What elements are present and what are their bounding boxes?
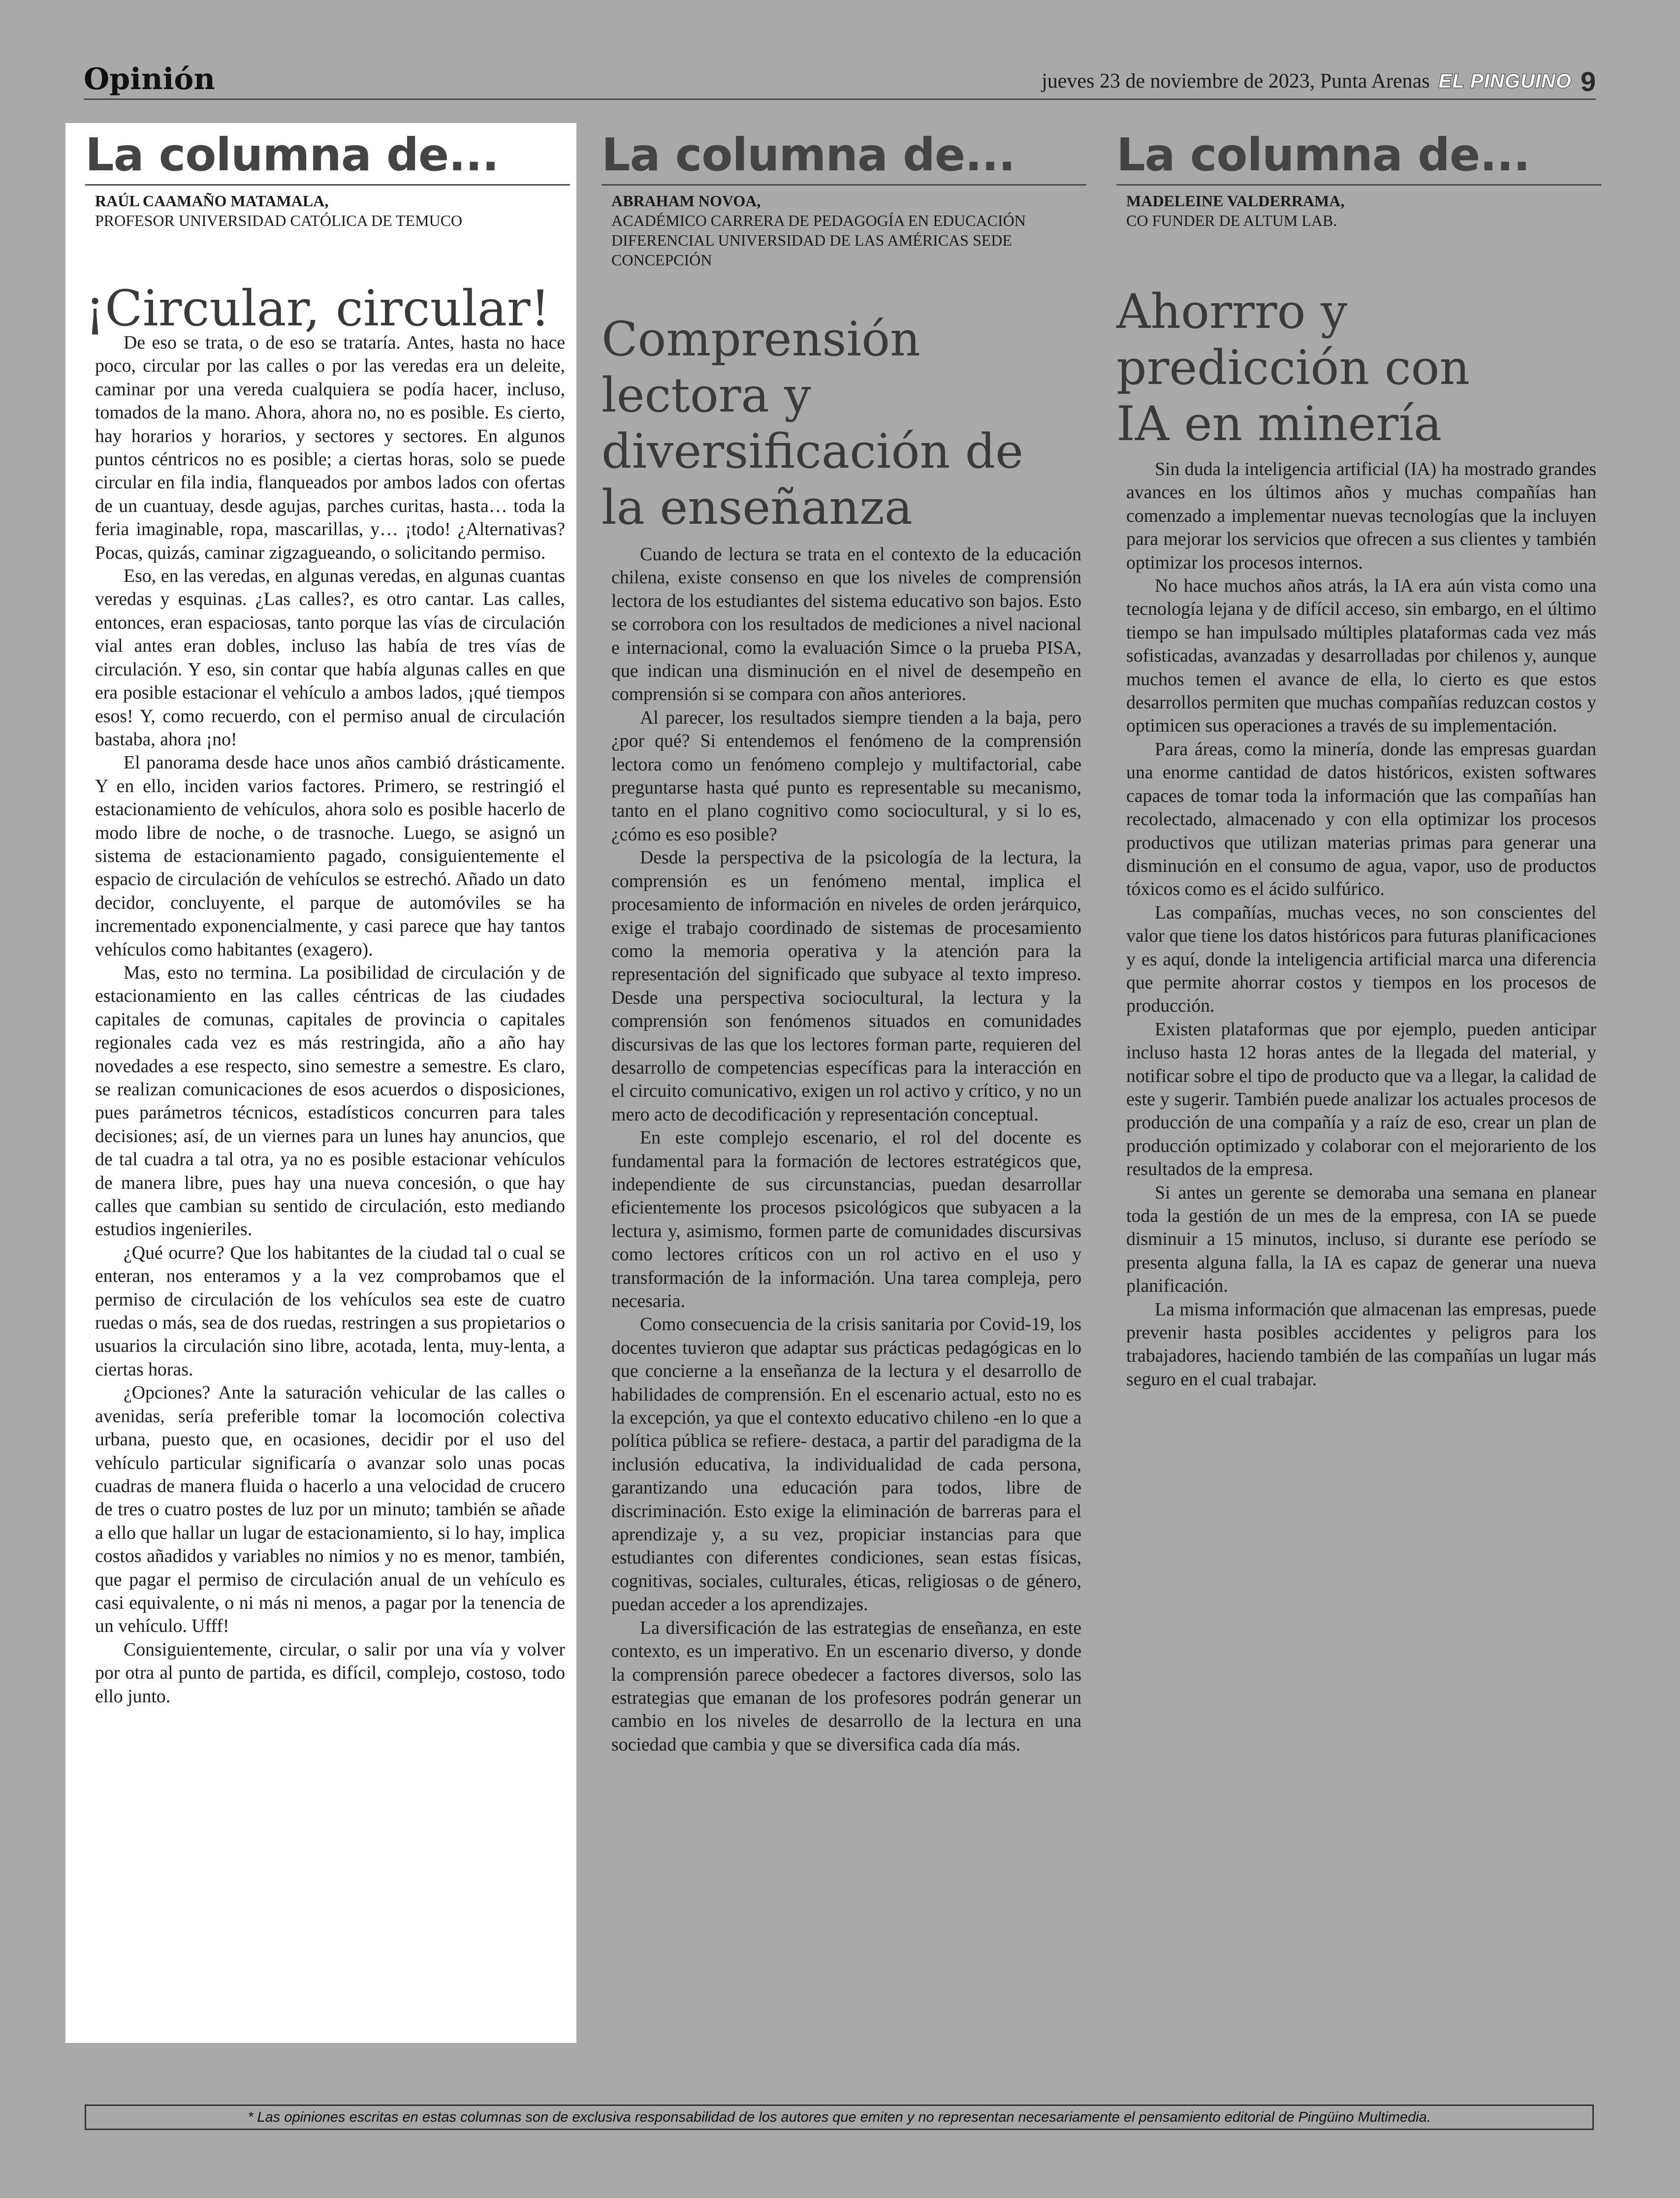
paragraph: ¿Opciones? Ante la saturación vehicular de las calles o avenidas, sería preferible tomar la locomoción colectiva urbana, puesto que, en ocasiones, decidir por el uso del vehículo particular significaría o avanzar solo unas pocas cuadras de manera fluida o hacerlo a una velocidad de crucero de tres o cuatro postes de luz por un minuto; también se añade a ello que hallar un lugar de estacionamiento, si lo hay, implica costos añadidos y variables no nimios y no es menor, también, que pagar el permiso de circulación anual de un vehículo es casi equivalente, o ni más ni menos, a pagar por la tenencia de un vehículo. Ufff! bbox=[95, 1382, 565, 1637]
paragraph: Al parecer, los resultados siempre tienden a la baja, pero ¿por qué? Si entendemos el fenómeno de la comprensión lectora como un fenómeno complejo y multifactorial, cabe preguntarse hasta qué punto es representable su mecanismo, tanto en el plano cognitivo como sociocultural, y si lo es, ¿cómo es eso posible? bbox=[611, 707, 1081, 845]
paragraph: El panorama desde hace unos años cambió drásticamente. Y en ello, inciden varios factores. Primero, se restringió el estacionamiento de vehículos, ahora solo es posible hacerlo de modo libre de noche, o de trasnoche. Luego, se asignó un sistema de estacionamiento pagado, consiguientemente el espacio de circulación de vehículos se estrechó. Añado un dato decidor, concluyente, el parque de automóviles se ha incrementado exponencialmente, y casi parece que hay tantos vehículos como habitantes (exagero). bbox=[95, 752, 565, 960]
author-byline bbox=[611, 191, 1079, 270]
article-headline bbox=[602, 311, 1084, 536]
author-role-line: CONCEPCIÓN bbox=[611, 251, 712, 269]
section-title: Opinión bbox=[84, 62, 216, 96]
article-body bbox=[95, 331, 565, 1708]
author-role-line: PROFESOR UNIVERSIDAD CATÓLICA DE TEMUCO bbox=[95, 212, 463, 229]
issue-date: jueves 23 de noviembre de 2023, Punta Arenas bbox=[1042, 70, 1430, 93]
headline-line: ¡Circular, circular! bbox=[85, 280, 550, 337]
author-role-line: ACADÉMICO CARRERA DE PEDAGOGÍA EN EDUCACIÓN bbox=[611, 212, 1026, 229]
column-rule bbox=[85, 184, 570, 186]
paragraph: Para áreas, como la minería, donde las empresas guardan una enorme cantidad de datos históricos, existen softwares capaces de tomar toda la información que las compañías han recolectado, almacenado y con ella optimizar los procesos productivos que utilizan materias primas para generar una disminución en el consumo de agua, vapor, uso de productos tóxicos como es el ácido sulfúrico. bbox=[1126, 738, 1596, 900]
paragraph: Consiguientemente, circular, o salir por una vía y volver por otra al punto de partida, es difícil, complejo, costoso, todo ello junto. bbox=[95, 1639, 565, 1707]
page-header bbox=[84, 60, 1596, 100]
column-label: La columna de... bbox=[85, 128, 499, 181]
author-name: RAÚL CAAMAÑO MATAMALA, bbox=[95, 192, 329, 210]
author-byline bbox=[95, 191, 563, 230]
author-role-line: DIFERENCIAL UNIVERSIDAD DE LAS AMÉRICAS SEDE bbox=[611, 231, 1012, 249]
paragraph: No hace muchos años atrás, la IA era aún vista como una tecnología lejana y de difícil acceso, sin embargo, en el último tiempo se han impulsado múltiples plataformas cada vez más sofisticadas, avanzadas y desarrolladas por chilenos y, aunque muchos temen el avance de ella, lo cierto es que estos desarrollos permiten que muchas compañías reduzcan costos y optimicen sus operaciones a través de su implementación. bbox=[1126, 575, 1596, 736]
paragraph: Mas, esto no termina. La posibilidad de circulación y de estacionamiento en las calles céntricas de las ciudades capitales de comunas, capitales de provincia o capitales regionales cada vez es más restringida, año a año hay novedades a ese respecto, sino semestre a semestre. Es claro, se realizan comunicaciones de esos acuerdos o disposiciones, pues parámetros técnicos, estadísticos concurren para tales decisiones; así, de un viernes para un lunes hay anuncios, que de tal cuadra a tal otra, ya no es posible estacionar vehículos de manera libre, pues hay una nueva concesión, o que hay calles que cambian su sentido de circulación, esto mediando estudios ingenieriles. bbox=[95, 962, 565, 1240]
article-body bbox=[1126, 458, 1596, 1391]
paragraph: De eso se trata, o de eso se trataría. Antes, hasta no hace poco, circular por las calles o por las veredas era un deleite, caminar por una vereda cualquiera se podía hacer, incluso, tomados de la mano. Ahora, ahora no, no es posible. Es cierto, hay horarios y horarios, y sectores y sectores. En algunos puntos céntricos no es posible; a ciertas horas, solo se puede circular en fila india, flanqueados por ambos lados con ofertas de un cuantuay, desde agujas, parches curitas, hasta… toda la feria imaginable, ropa, mascarillas, y… ¡todo! ¿Alternativas? Pocas, quizás, caminar zigzagueando, o solicitando permiso. bbox=[95, 332, 565, 563]
paragraph: Desde la perspectiva de la psicología de la lectura, la comprensión es un fenómeno mental, implica el procesamiento de información en niveles de orden jerárquico, exige el trabajo coordinado de sistemas de procesamiento como la memoria operativa y la atención para la representación del significado que subyace al texto impreso. Desde una perspectiva sociocultural, la lectura y la comprensión son fenómenos situados en comunidades discursivas de las que los lectores forman parte, requieren del desarrollo de competencias específicas para la interacción en el circuito comunicativo, exigen un rol activo y crítico, y no un mero acto de decodificación y representación conceptual. bbox=[611, 847, 1081, 1125]
headline-line: Comprensión bbox=[602, 312, 920, 367]
author-role bbox=[611, 211, 1079, 270]
headline-line: Ahorrro y bbox=[1116, 284, 1348, 340]
disclaimer-text: * Las opiniones escritas en estas columnas son de exclusiva responsabilidad de los autores que emiten y no representan necesariamente el pensamiento editorial de Pingüino Multimedia. bbox=[248, 2109, 1431, 2125]
paragraph: Si antes un gerente se demoraba una semana en planear toda la gestión de un mes de la empresa, con IA se puede disminuir a 15 minutos, incluso, si durante ese período se presenta alguna falla, la IA es capaz de generar una nueva planificación. bbox=[1126, 1182, 1596, 1297]
article-headline bbox=[1116, 284, 1599, 452]
paragraph: Existen plataformas que por ejemplo, pueden anticipar incluso hasta 12 horas antes de la llegada del material, y notificar sobre el tipo de producto que va a llegar, la calidad de este y sugerir. También puede analizar los actuales procesos de producción de una compañía y a raíz de eso, crear un plan de producción optimizado y colaborar con el mejorariento de los resultados de la empresa. bbox=[1126, 1019, 1596, 1180]
paragraph: ¿Qué ocurre? Que los habitantes de la ciudad tal o cual se enteran, nos enteramos y a la vez comprobamos que el permiso de circulación de los vehículos sea este de cuatro ruedas o más, sea de dos ruedas, restringen a sus propietarios o usuarios la circulación sino libre, acotada, lenta, muy-lenta, a ciertas horas. bbox=[95, 1242, 565, 1380]
page-number: 9 bbox=[1580, 65, 1596, 97]
article-headline bbox=[85, 279, 568, 338]
author-role bbox=[95, 211, 563, 230]
dateline bbox=[1042, 64, 1596, 98]
article-body bbox=[611, 543, 1081, 1756]
paragraph: Cuando de lectura se trata en el contexto de la educación chilena, existe consenso en que los niveles de comprensión lectora de los estudiantes del sistema educativo son bajos. Esto se corrobora con los resultados de mediciones a nivel nacional e internacional, como la evaluación Simce o la prueba PISA, que indican una disminución en el nivel de desempeño en comprensión si se compara con años anteriores. bbox=[611, 544, 1081, 705]
paragraph: Eso, en las veredas, en algunas veredas, en algunas cuantas veredas y esquinas. ¿Las calles?, es otro cantar. Las calles, entonces, eran espaciosas, tanto porque las vías de circulación vial antes eran dobles, incluso las había de tres vías de circulación. Y eso, sin contar que había algunas calles en que era posible estacionar el vehículo a ambos lados, ¡qué tiempos esos! Y, como recuerdo, con el permiso anual de circulación bastaba, ahora ¡no! bbox=[95, 566, 565, 750]
headline-line: la enseñanza bbox=[602, 480, 913, 536]
author-role bbox=[1126, 211, 1594, 230]
author-role-line: CO FUNDER DE ALTUM LAB. bbox=[1126, 212, 1337, 229]
disclaimer-box bbox=[85, 2104, 1594, 2130]
column-label: La columna de... bbox=[1116, 128, 1530, 181]
column-rule bbox=[1116, 184, 1601, 186]
paragraph: Como consecuencia de la crisis sanitaria por Covid-19, los docentes tuvieron que adaptar sus prácticas pedagógicas en lo que concierne a la enseñanza de la lectura y el desarrollo de habilidades de comprensión. En el escenario actual, esto no es la excepción, ya que el contexto educativo chileno -en lo que a política pública se refiere- destaca, a partir del paradigma de la inclusión educativa, la individualidad de cada persona, garantizando una educación para todos, libre de discriminación. Esto exige la eliminación de barreras para el aprendizaje y, a su vez, propiciar instancias para que estudiantes con diferentes condiciones, sean estas físicas, cognitivas, sociales, culturales, éticas, religiosas o de género, puedan acceder a los aprendizajes. bbox=[611, 1314, 1081, 1615]
author-byline bbox=[1126, 191, 1594, 230]
paragraph: Las compañías, muchas veces, no son conscientes del valor que tiene los datos históricos para futuras planificaciones y es aquí, donde la inteligencia artificial marca una diferencia que permite ahorrar costos y tiempos en los procesos de producción. bbox=[1126, 902, 1596, 1017]
author-name: MADELEINE VALDERRAMA, bbox=[1126, 192, 1345, 210]
paragraph: La misma información que almacenan las empresas, puede prevenir hasta posibles accidentes y peligros para los trabajadores, haciendo también de las compañías un lugar más seguro en el cual trabajar. bbox=[1126, 1299, 1596, 1390]
author-name: ABRAHAM NOVOA, bbox=[611, 192, 761, 210]
headline-line: lectora y bbox=[602, 368, 811, 423]
column-label: La columna de... bbox=[602, 128, 1015, 181]
paragraph: Sin duda la inteligencia artificial (IA) ha mostrado grandes avances en los últimos años y muchas compañías han comenzado a implementar nuevas tecnologías que la incluyen para mejorar los servicios que ofrecen a sus clientes y también optimizar los procesos internos. bbox=[1126, 459, 1596, 573]
headline-line: diversificación de bbox=[602, 424, 1023, 479]
paragraph: En este complejo escenario, el rol del docente es fundamental para la formación de lectores estratégicos que, independiente de sus circunstancias, puedan desarrollar eficientemente los procesos psicológicos que subyacen a la lectura y, asimismo, formen parte de comunidades discursivas como lectores críticos con un rol activo en el uso y transformación de la información. Una tarea compleja, pero necesaria. bbox=[611, 1127, 1081, 1311]
column-rule bbox=[602, 184, 1086, 186]
headline-line: predicción con bbox=[1116, 340, 1470, 396]
headline-line: IA en minería bbox=[1116, 396, 1442, 452]
column-caamano bbox=[65, 123, 576, 2043]
newspaper-logo: EL PINGUINO bbox=[1438, 70, 1572, 92]
paragraph: La diversificación de las estrategias de enseñanza, en este contexto, es un imperativo. En un escenario diverso, y donde la comprensión parece obedecer a factores diversos, solo las estrategias que emanan de los profesores podrán generar un cambio en los niveles de desarrollo de la lectura en una sociedad que cambia y que se diversifica cada día más. bbox=[611, 1617, 1081, 1755]
